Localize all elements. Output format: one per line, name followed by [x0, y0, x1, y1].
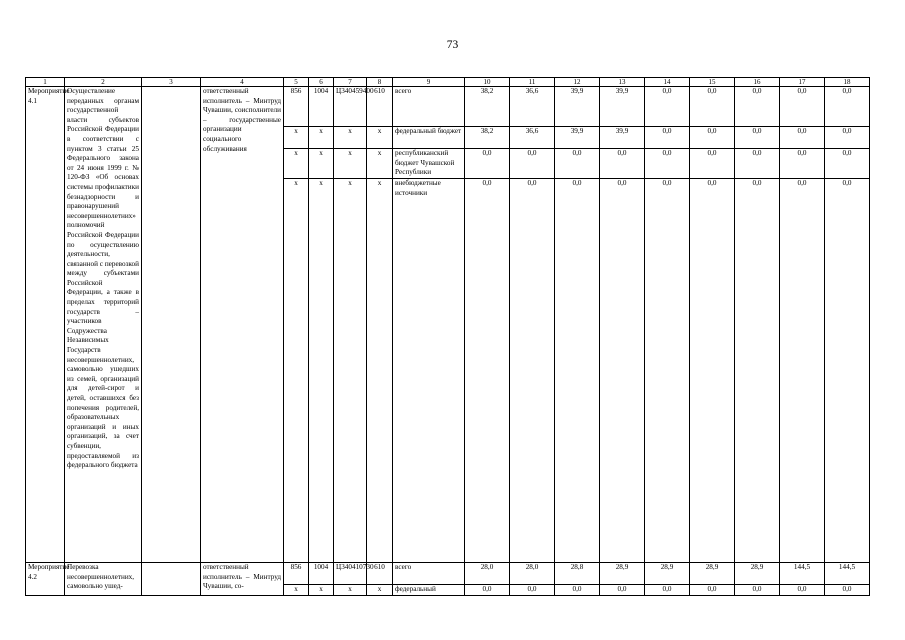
column-number: 9 [393, 78, 465, 87]
value-cell: 0,0 [690, 127, 735, 149]
funding-source: федеральный [393, 585, 465, 596]
code-cell: x [284, 149, 309, 179]
value-cell: 0,0 [555, 149, 600, 179]
value-cell: 144,5 [780, 563, 825, 585]
column-number: 14 [645, 78, 690, 87]
column-number: 1 [26, 78, 65, 87]
value-cell: 0,0 [645, 179, 690, 563]
column-number: 11 [510, 78, 555, 87]
column-number: 13 [600, 78, 645, 87]
column-number: 7 [334, 78, 367, 87]
value-cell: 38,2 [465, 87, 510, 127]
table-row [26, 563, 870, 585]
value-cell: 0,0 [735, 149, 780, 179]
code-cell: x [284, 127, 309, 149]
value-cell: 28,9 [600, 563, 645, 585]
column-number: 18 [825, 78, 870, 87]
value-cell: 0,0 [780, 127, 825, 149]
value-cell: 36,6 [510, 127, 555, 149]
value-cell: 28,9 [645, 563, 690, 585]
value-cell: 0,0 [780, 585, 825, 596]
value-cell: 28,0 [465, 563, 510, 585]
code-cell: x [367, 149, 393, 179]
value-cell: 0,0 [645, 149, 690, 179]
column-number: 4 [201, 78, 284, 87]
funding-source: федеральный бюджет [393, 127, 465, 149]
value-cell: 39,9 [600, 87, 645, 127]
funding-source: внебюджетные источники [393, 179, 465, 563]
value-cell: 0,0 [825, 149, 870, 179]
value-cell: 0,0 [465, 149, 510, 179]
column-number: 10 [465, 78, 510, 87]
code-cell: x [334, 179, 367, 563]
code-cell: x [367, 179, 393, 563]
value-cell: 144,5 [825, 563, 870, 585]
value-cell: 0,0 [555, 585, 600, 596]
empty-cell [142, 87, 201, 563]
responsible-executor: ответственный исполнитель – Минтруд Чувашии, со- [201, 563, 284, 596]
value-cell: 0,0 [690, 585, 735, 596]
value-cell: 0,0 [690, 179, 735, 563]
code-cell: x [284, 585, 309, 596]
code-cell: 856 [284, 87, 309, 127]
code-cell: 1004 [309, 563, 334, 585]
page-number: 73 [446, 39, 459, 51]
measure-name: Перевозка несовершеннолетних, самовольно ушед- [65, 563, 142, 596]
measure-name: Осуществление переданных органам государственной власти субъектов Российской Федерации в соответствии с пунктом 3 статьи 25 Федерального закона от 24 июня 1999 г. № 120-ФЗ «Об основах системы профилактики безнадзорности и правонарушений несовершеннолетних» полномочий Российской Федерации по осуществлению деятельности, связанной с перевозкой между субъектами Российской Федерации, а также в пределах территорий государств – участников Содружества Независимых Государств несовершеннолетних, самовольно ушедших из семей, организаций для детей-сирот и детей, оставшихся без попечения родителей, образовательных организаций и иных организаций, за счет субвенции, предоставляемой из федерального бюджета [65, 87, 142, 563]
column-number: 17 [780, 78, 825, 87]
value-cell: 0,0 [735, 127, 780, 149]
value-cell: 0,0 [465, 585, 510, 596]
program-table [25, 77, 870, 596]
value-cell: 38,2 [465, 127, 510, 149]
value-cell: 0,0 [690, 87, 735, 127]
value-cell: 28,0 [510, 563, 555, 585]
code-cell: 1004 [309, 87, 334, 127]
code-cell: 610 [367, 87, 393, 127]
value-cell: 0,0 [825, 585, 870, 596]
column-number: 16 [735, 78, 780, 87]
value-cell: 39,9 [555, 127, 600, 149]
value-cell: 0,0 [735, 585, 780, 596]
code-cell: x [334, 585, 367, 596]
code-cell: x [284, 179, 309, 563]
code-cell: x [309, 149, 334, 179]
value-cell: 0,0 [780, 149, 825, 179]
value-cell: 0,0 [465, 179, 510, 563]
column-number-row [26, 78, 870, 87]
value-cell: 0,0 [600, 149, 645, 179]
value-cell: 39,9 [555, 87, 600, 127]
value-cell: 39,9 [600, 127, 645, 149]
code-cell: x [367, 127, 393, 149]
value-cell: 28,9 [690, 563, 735, 585]
measure-id: Мероприятие 4.2 [26, 563, 65, 596]
column-number: 3 [142, 78, 201, 87]
code-cell: x [309, 585, 334, 596]
code-cell: x [334, 149, 367, 179]
value-cell: 0,0 [510, 149, 555, 179]
value-cell: 0,0 [690, 149, 735, 179]
value-cell: 0,0 [510, 585, 555, 596]
value-cell: 0,0 [825, 179, 870, 563]
code-cell: x [309, 127, 334, 149]
column-number: 2 [65, 78, 142, 87]
column-number: 12 [555, 78, 600, 87]
measure-id: Мероприятие 4.1 [26, 87, 65, 563]
code-cell: Ц340459400 [334, 87, 367, 127]
value-cell: 0,0 [645, 87, 690, 127]
value-cell: 0,0 [600, 179, 645, 563]
column-number: 5 [284, 78, 309, 87]
value-cell: 0,0 [780, 179, 825, 563]
value-cell: 0,0 [645, 585, 690, 596]
column-number: 6 [309, 78, 334, 87]
value-cell: 28,9 [735, 563, 780, 585]
value-cell: 0,0 [555, 179, 600, 563]
value-cell: 36,6 [510, 87, 555, 127]
value-cell: 0,0 [645, 127, 690, 149]
funding-source: всего [393, 87, 465, 127]
empty-cell [142, 563, 201, 596]
code-cell: 610 [367, 563, 393, 585]
value-cell: 0,0 [825, 87, 870, 127]
value-cell: 0,0 [780, 87, 825, 127]
responsible-executor: ответственный исполнитель – Минтруд Чувашии, соисполнители – государственные организации социального обслуживания [201, 87, 284, 563]
code-cell: x [334, 127, 367, 149]
code-cell: x [309, 179, 334, 563]
funding-source: республиканский бюджет Чувашской Республики [393, 149, 465, 179]
value-cell: 0,0 [735, 179, 780, 563]
code-cell: Ц340410730 [334, 563, 367, 585]
table-row [26, 87, 870, 127]
value-cell: 0,0 [600, 585, 645, 596]
code-cell: 856 [284, 563, 309, 585]
value-cell: 0,0 [735, 87, 780, 127]
column-number: 15 [690, 78, 735, 87]
code-cell: x [367, 585, 393, 596]
column-number: 8 [367, 78, 393, 87]
value-cell: 0,0 [825, 127, 870, 149]
funding-source: всего [393, 563, 465, 585]
value-cell: 28,8 [555, 563, 600, 585]
value-cell: 0,0 [510, 179, 555, 563]
